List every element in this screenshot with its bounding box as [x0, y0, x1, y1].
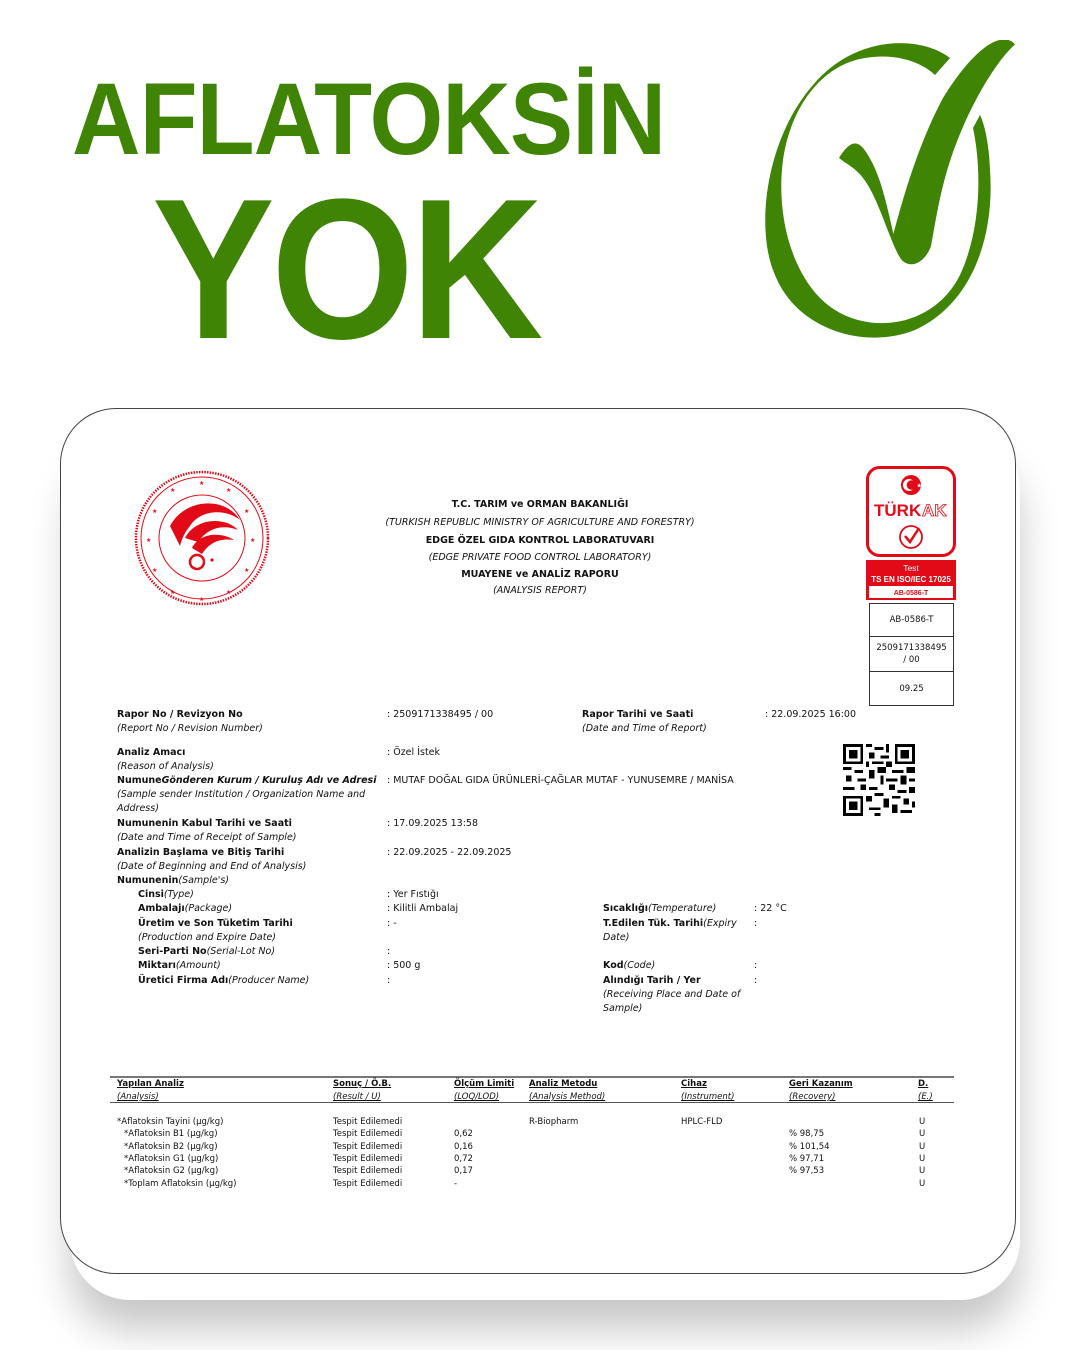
- row-recovery: % 98,75: [789, 1129, 825, 1139]
- row-recovery: % 97,53: [789, 1166, 825, 1176]
- col-d: D.: [918, 1079, 929, 1089]
- row-d: U: [919, 1117, 926, 1127]
- sender-label-en-2: Address): [117, 803, 159, 814]
- row-instrument: HPLC-FLD: [681, 1117, 723, 1127]
- row-analysis: *Aflatoksin G2 (µg/kg): [124, 1166, 219, 1176]
- svg-text:★: ★: [152, 567, 158, 574]
- svg-text:★: ★: [250, 537, 256, 544]
- sender-label: NumuneGönderen Kurum / Kuruluş Adı ve Adresi: [117, 775, 377, 786]
- row-d: U: [919, 1129, 926, 1139]
- row-method: R-Biopharm: [529, 1117, 579, 1127]
- analysis-dates-value: : 22.09.2025 - 22.09.2025: [387, 847, 512, 858]
- row-result: Tespit Edilemedi: [333, 1154, 403, 1164]
- row-d: U: [919, 1166, 926, 1176]
- receiving-label: Alındığı Tarih / Yer: [603, 975, 701, 986]
- analysis-dates-label-en: (Date of Beginning and End of Analysis): [117, 861, 307, 872]
- reason-label: Analiz Amacı: [117, 747, 186, 758]
- temperature-value: : 22 °C: [754, 903, 787, 914]
- sample-type-label: Cinsi(Type): [138, 889, 194, 900]
- prod-expire-label: Üretim ve Son Tüketim Tarihi: [138, 918, 293, 929]
- col-method: Analiz Metodu: [529, 1079, 598, 1089]
- row-result: Tespit Edilemedi: [333, 1129, 403, 1139]
- row-d: U: [919, 1142, 926, 1152]
- row-result: Tespit Edilemedi: [333, 1166, 403, 1176]
- serial-value: :: [387, 946, 391, 957]
- receipt-value: : 17.09.2025 13:58: [387, 818, 479, 829]
- row-limit: 0,62: [454, 1129, 473, 1139]
- col-analysis: Yapılan Analiz: [117, 1079, 184, 1089]
- col-result-en: (Result / U): [333, 1092, 381, 1102]
- sample-heading: Numunenin(Sample's): [117, 875, 229, 886]
- code-label: Kod(Code): [603, 960, 656, 971]
- lab-title: EDGE ÖZEL GIDA KONTROL LABORATUVARI: [425, 535, 655, 546]
- report-date-label: Rapor Tarihi ve Saati: [582, 709, 694, 720]
- svg-text:★: ★: [146, 537, 152, 544]
- reason-label-en: (Reason of Analysis): [117, 761, 214, 772]
- row-analysis: *Aflatoksin B1 (µg/kg): [124, 1129, 218, 1139]
- expiry-label-en: Date): [603, 932, 630, 943]
- col-method-en: (Analysis Method): [529, 1092, 606, 1102]
- report-title: MUAYENE ve ANALİZ RAPORU: [461, 569, 619, 580]
- svg-text:★: ★: [152, 508, 158, 515]
- svg-text:TÜRK: TÜRK: [874, 501, 922, 520]
- analysis-dates-label: Analizin Başlama ve Bitiş Tarihi: [117, 847, 285, 858]
- svg-text:★: ★: [199, 596, 205, 603]
- version-box: 09.25: [869, 671, 954, 706]
- producer-value: :: [387, 975, 391, 986]
- report-date-value: : 22.09.2025 16:00: [765, 709, 857, 720]
- col-d-en: (E.): [918, 1092, 933, 1102]
- reason-value: : Özel İstek: [387, 747, 441, 758]
- qr-code-icon: [843, 744, 915, 816]
- row-d: U: [919, 1154, 926, 1164]
- row-d: U: [919, 1179, 926, 1189]
- col-result: Sonuç / Ö.B.: [333, 1079, 392, 1089]
- report-no-label-en: (Report No / Revision Number): [117, 723, 263, 734]
- row-limit: 0,16: [454, 1142, 473, 1152]
- svg-text:★: ★: [170, 487, 176, 494]
- svg-text:★: ★: [170, 589, 176, 596]
- ministry-title-en: (TURKISH REPUBLIC MINISTRY OF AGRICULTURE AND FORESTRY): [385, 517, 695, 528]
- accreditation-code-box: AB-0586-T: [869, 603, 954, 637]
- serial-label: Seri-Parti No(Serial-Lot No): [138, 946, 276, 957]
- lab-title-en: (EDGE PRIVATE FOOD CONTROL LABORATORY): [428, 552, 652, 563]
- receiving-label-en: (Receiving Place and Date of: [603, 989, 741, 1000]
- col-limit-en: (LOQ/LOD): [454, 1092, 500, 1102]
- receipt-label: Numunenin Kabul Tarihi ve Saati: [117, 818, 292, 829]
- col-recovery: Geri Kazanım: [789, 1079, 853, 1089]
- receiving-value: :: [754, 975, 758, 986]
- producer-label: Üretici Firma Adı(Producer Name): [138, 975, 310, 986]
- sender-value: : MUTAF DOĞAL GIDA ÜRÜNLERİ-ÇAĞLAR MUTAF - YUNUSEMRE / MANİSA: [387, 775, 734, 786]
- sample-package-label: Ambalajı(Package): [138, 903, 233, 914]
- svg-text:★: ★: [226, 589, 232, 596]
- col-instrument-en: (Instrument): [681, 1092, 735, 1102]
- expiry-value: :: [754, 918, 758, 929]
- receiving-label-en-2: Sample): [603, 1003, 643, 1014]
- svg-text:★: ★: [244, 508, 250, 515]
- amount-value: : 500 g: [387, 960, 421, 971]
- sample-type-value: : Yer Fıstığı: [387, 889, 439, 900]
- svg-text:Test: Test: [903, 563, 919, 573]
- sender-label-en: (Sample sender Institution / Organization Name and: [117, 789, 366, 800]
- prod-expire-value: : -: [387, 918, 397, 929]
- row-analysis: *Aflatoksin B2 (µg/kg): [124, 1142, 218, 1152]
- ministry-seal-icon: [130, 468, 275, 608]
- report-date-label-en: (Date and Time of Report): [582, 723, 707, 734]
- row-limit: 0,72: [454, 1154, 473, 1164]
- col-recovery-en: (Recovery): [789, 1092, 836, 1102]
- headline-yok: YOK: [152, 158, 540, 381]
- code-value: :: [754, 960, 758, 971]
- temperature-label: Sıcaklığı(Temperature): [603, 903, 717, 914]
- report-title-en: (ANALYSIS REPORT): [493, 585, 587, 596]
- prod-expire-label-en: (Production and Expire Date): [138, 932, 277, 943]
- svg-text:AB-0586-T: AB-0586-T: [893, 590, 929, 597]
- col-analysis-en: (Analysis): [117, 1092, 159, 1102]
- row-result: Tespit Edilemedi: [333, 1142, 403, 1152]
- row-analysis: *Aflatoksin G1 (µg/kg): [124, 1154, 219, 1164]
- sample-package-value: : Kilitli Ambalaj: [387, 903, 459, 914]
- ministry-title: T.C. TARIM ve ORMAN BAKANLIĞI: [451, 499, 629, 510]
- svg-text:AK: AK: [922, 501, 947, 520]
- row-limit: 0,17: [454, 1166, 473, 1176]
- report-number-box: 2509171338495 / 00: [869, 636, 954, 672]
- receipt-label-en: (Date and Time of Receipt of Sample): [117, 832, 297, 843]
- row-analysis: *Toplam Aflatoksin (µg/kg): [124, 1179, 237, 1189]
- report-no-value: : 2509171338495 / 00: [387, 709, 494, 720]
- col-limit: Ölçüm Limiti: [454, 1079, 515, 1089]
- svg-text:★: ★: [226, 487, 232, 494]
- report-no-label: Rapor No / Revizyon No: [117, 709, 243, 720]
- svg-text:★: ★: [244, 567, 250, 574]
- row-analysis: *Aflatoksin Tayini (µg/kg): [117, 1117, 224, 1127]
- turkak-accreditation-logo: [866, 466, 956, 600]
- amount-label: Miktarı(Amount): [138, 960, 221, 971]
- row-result: Tespit Edilemedi: [333, 1179, 403, 1189]
- row-recovery: % 97,71: [789, 1154, 825, 1164]
- svg-text:★: ★: [916, 482, 922, 490]
- row-result: Tespit Edilemedi: [333, 1117, 403, 1127]
- headline-aflatoksin: AFLATOKSİN: [72, 62, 666, 176]
- svg-text:TS EN ISO/IEC 17025: TS EN ISO/IEC 17025: [871, 575, 951, 584]
- svg-text:★: ★: [199, 480, 205, 487]
- expiry-label: T.Edilen Tük. Tarihi(Expiry: [603, 918, 737, 929]
- col-instrument: Cihaz: [681, 1079, 707, 1089]
- row-limit: -: [454, 1179, 458, 1189]
- row-recovery: % 101,54: [789, 1142, 830, 1152]
